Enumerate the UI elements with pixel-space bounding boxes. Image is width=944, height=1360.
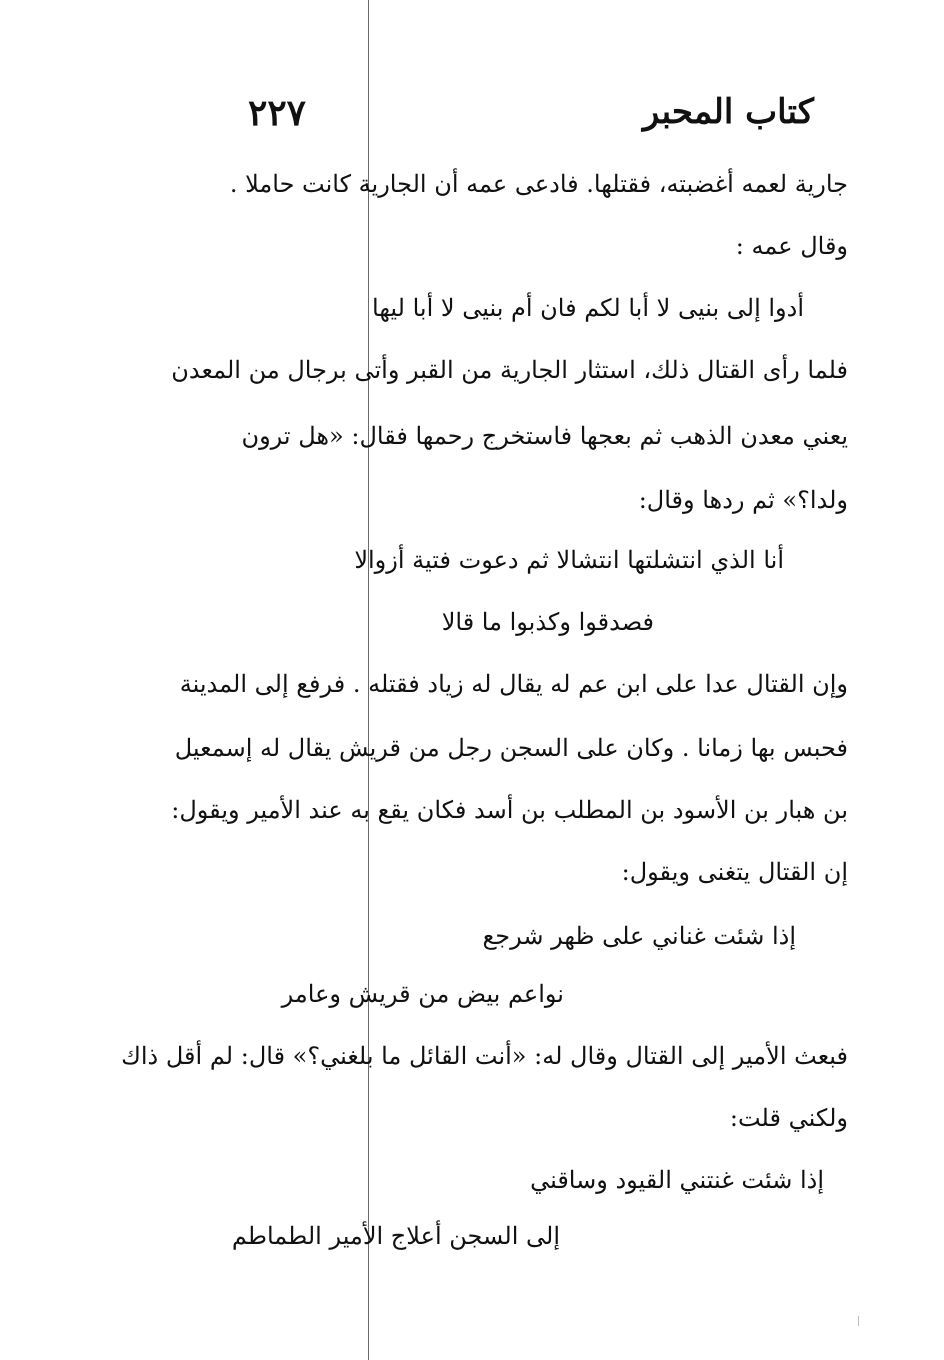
verse-line: فصدقوا وكذبوا ما قالا [441,608,654,636]
text-line: يعني معدن الذهب ثم بعجها فاستخرج رحمها فقال: «هل ترون [241,422,848,450]
verse-line: أدوا إلى بنيى لا أبا لكم فان أم بنيى لا أبا ليها [372,294,804,322]
page-number: ٢٢٧ [248,92,307,134]
text-line: ولدا؟» ثم ردها وقال: [638,486,848,514]
text-line: وقال عمه : [735,232,848,260]
verse-line: أنا الذي انتشلتها انتشالا ثم دعوت فتية أزوالا [354,546,784,574]
text-line: فحبس بها زمانا . وكان على السجن رجل من قريش يقال له إسمعيل [174,734,848,762]
running-header-title: كتاب المحبر [642,92,814,132]
text-line: جارية لعمه أغضبته، فقتلها. فادعى عمه أن الجارية كانت حاملا . [229,170,848,198]
scan-speck [858,1316,859,1326]
verse-line: إذا شئت غنتني القيود وساقني [530,1166,824,1194]
verse-line: إذا شئت غناني على ظهر شرجع [482,922,796,950]
verse-line: نواعم بيض من قريش وعامر [281,980,564,1008]
text-line: ولكني قلت: [729,1104,848,1132]
text-line: إن القتال يتغنى ويقول: [621,858,848,886]
text-line: وإن القتال عدا على ابن عم له يقال له زياد فقتله . فرفع إلى المدينة [179,670,848,698]
text-line: فبعث الأمير إلى القتال وقال له: «أنت القائل ما بلغني؟» قال: لم أقل ذاك [121,1042,848,1070]
text-line: فلما رأى القتال ذلك، استثار الجارية من القبر وأتى برجال من المعدن [171,356,848,384]
text-line: بن هبار بن الأسود بن المطلب بن أسد فكان يقع به عند الأمير ويقول: [171,796,848,824]
verse-line: إلى السجن أعلاج الأمير الطماطم [231,1222,560,1250]
